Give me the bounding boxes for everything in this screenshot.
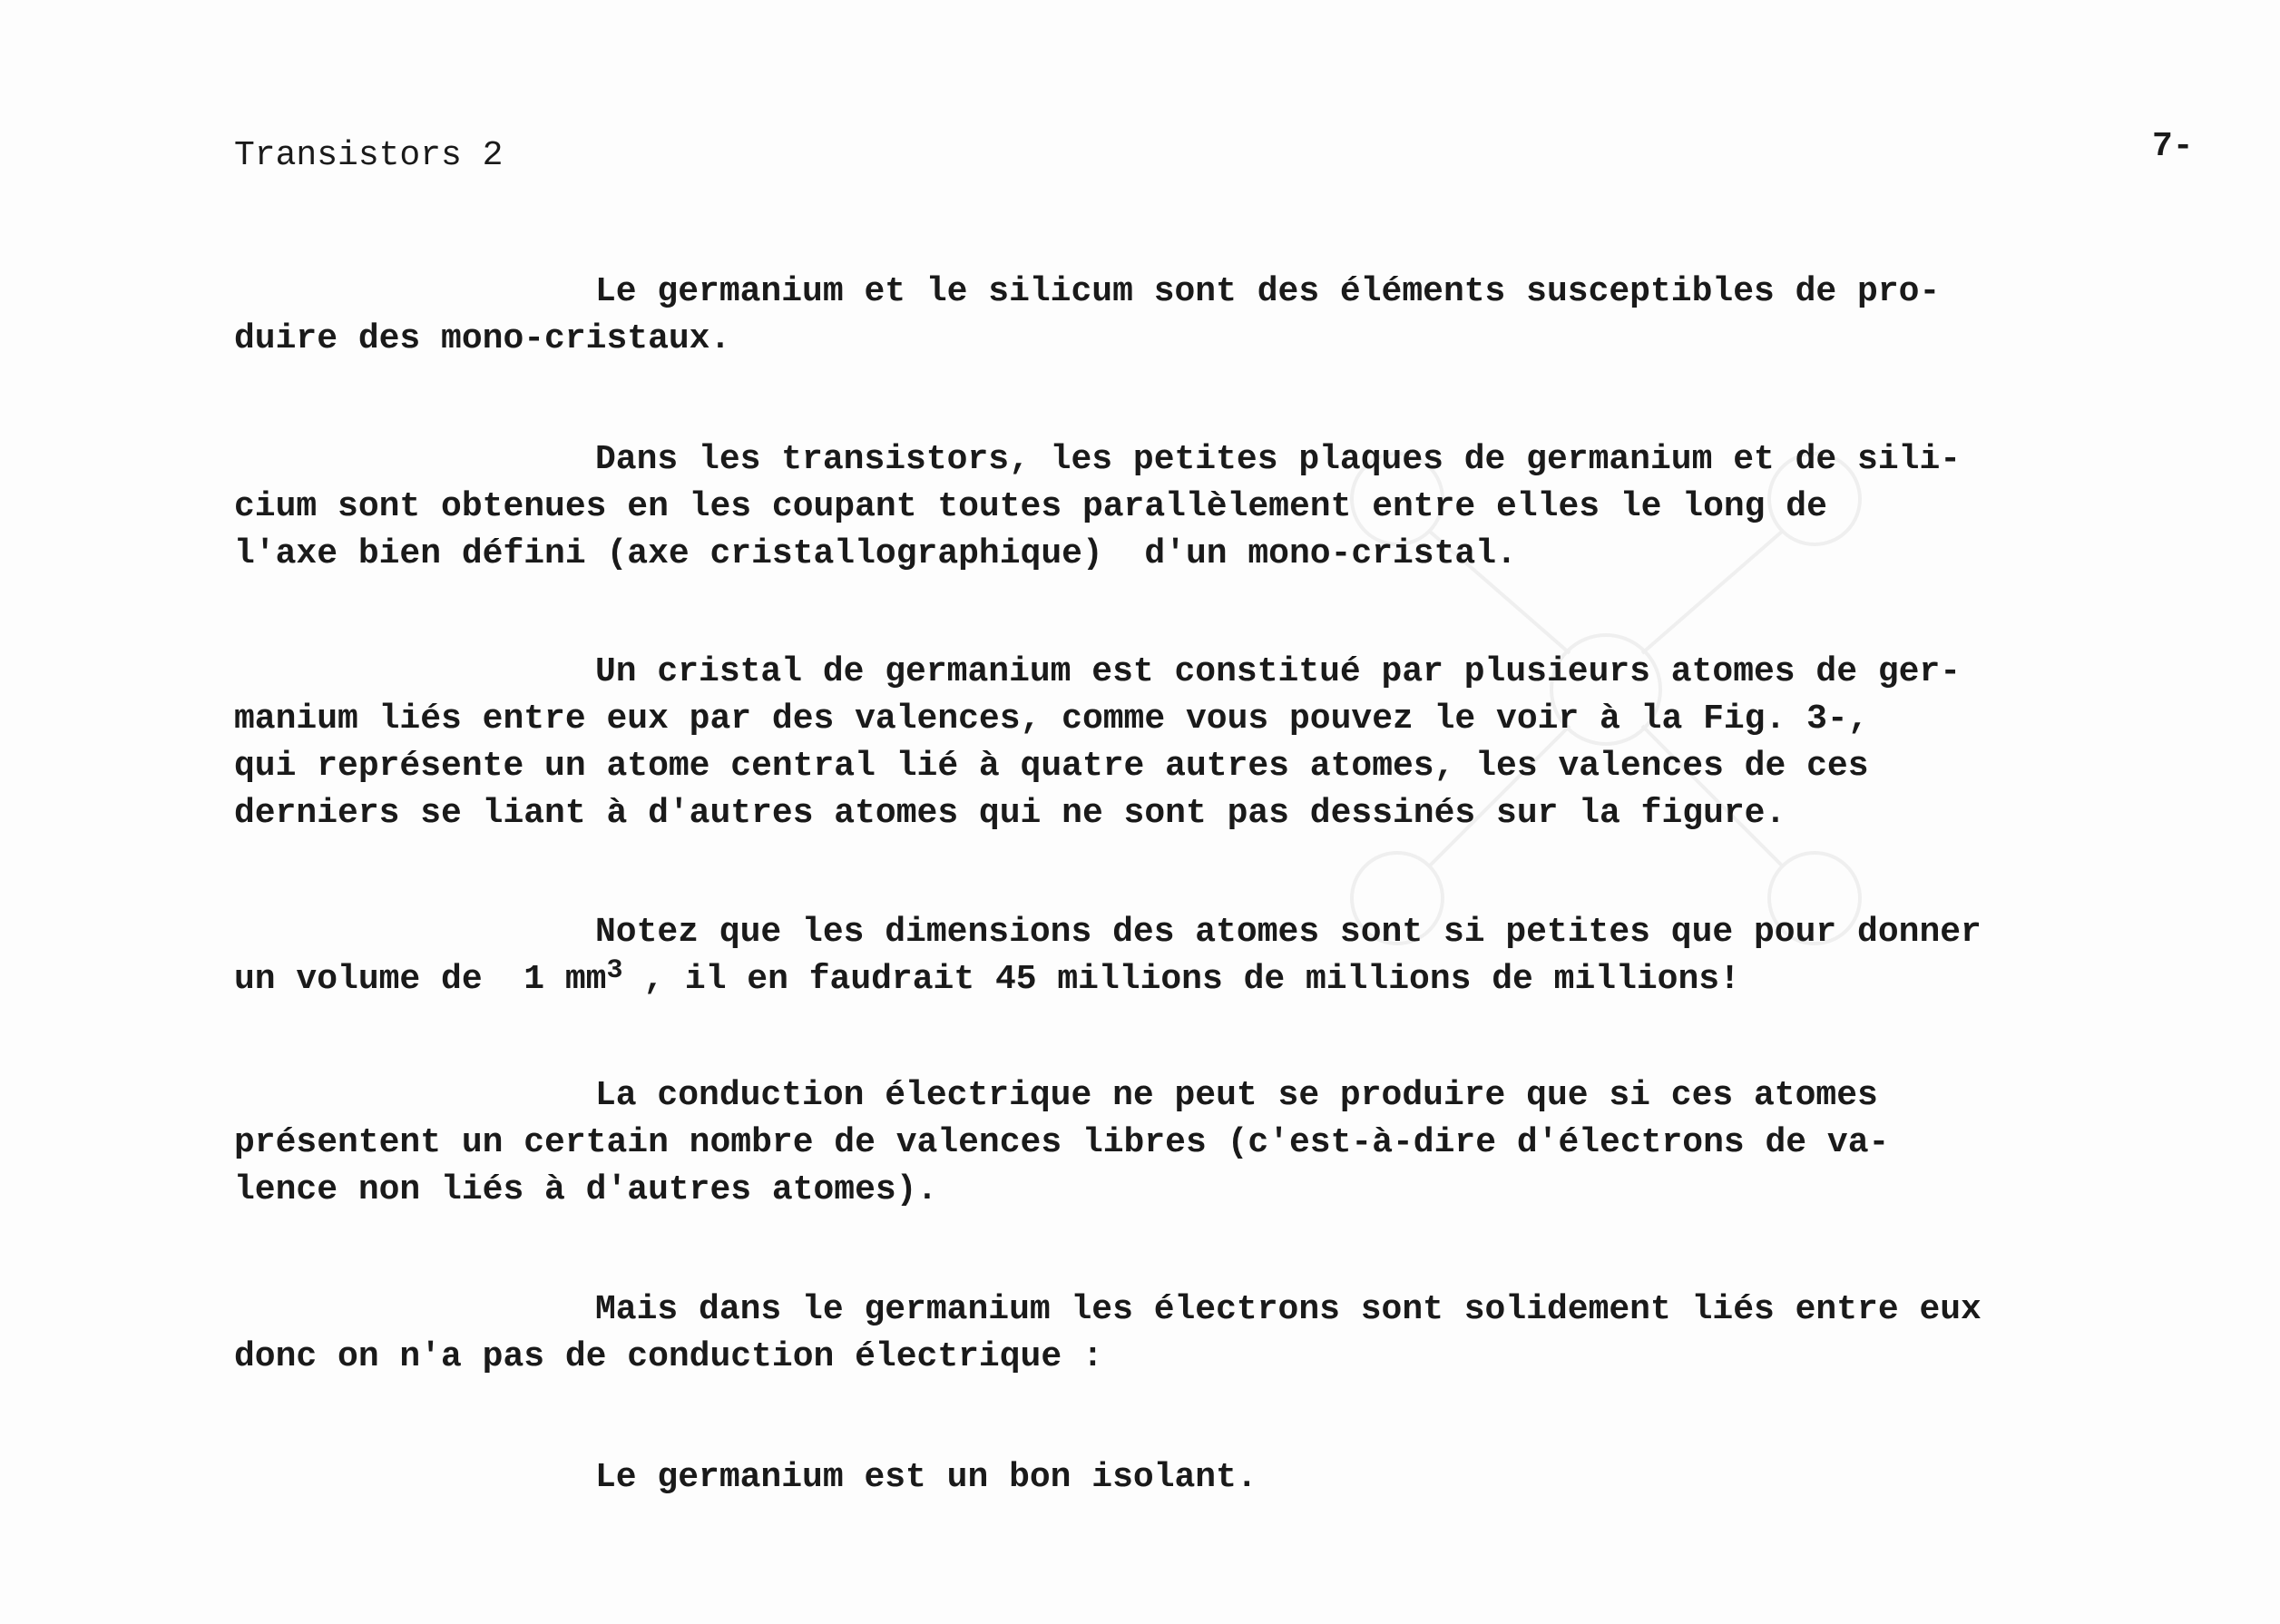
text-line: Le germanium et le silicum sont des éléments susceptibles de pro- — [595, 272, 1941, 311]
text-line: cium sont obtenues en les coupant toutes parallèlement entre elles le long de — [234, 487, 1827, 526]
text-line: Notez que les dimensions des atomes sont si petites que pour donner — [595, 913, 1982, 952]
text-line: Le germanium est un bon isolant. — [595, 1458, 1257, 1497]
text-line: manium liés entre eux par des valences, comme vous pouvez le voir à la Fig. 3-, — [234, 699, 1869, 739]
text-line: duire des mono-cristaux. — [234, 319, 731, 358]
text-line: derniers se liant à d'autres atomes qui ne sont pas dessinés sur la figure. — [234, 794, 1786, 833]
text-line: qui représente un atome central lié à quatre autres atomes, les valences de ces — [234, 747, 1869, 786]
paragraph-4 — [234, 909, 2266, 1003]
paragraph-3 — [234, 649, 2266, 837]
text-line: présentent un certain nombre de valences libres (c'est-à-dire d'électrons de va- — [234, 1123, 1890, 1162]
paragraph-6 — [234, 1286, 2266, 1381]
text-segment: un volume de 1 mm — [234, 960, 607, 999]
text-line: donc on n'a pas de conduction électrique : — [234, 1337, 1103, 1376]
paragraph-5 — [234, 1072, 2266, 1214]
paragraph-1 — [234, 269, 2266, 363]
paragraph-7 — [234, 1454, 2266, 1502]
page-number: 7- — [2152, 127, 2194, 166]
paragraph-2 — [234, 436, 2266, 578]
text-line: Dans les transistors, les petites plaques de germanium et de sili- — [595, 440, 1962, 479]
text-line: lence non liés à d'autres atomes). — [234, 1170, 938, 1209]
text-segment: , il en faudrait 45 millions de millions de millions! — [622, 960, 1740, 999]
document-header-title: Transistors 2 — [234, 136, 504, 175]
text-line: La conduction électrique ne peut se produire que si ces atomes — [595, 1076, 1878, 1115]
text-line: l'axe bien défini (axe cristallographique) d'un mono-cristal. — [234, 534, 1517, 573]
text-line — [234, 956, 2266, 1003]
text-line: Mais dans le germanium les électrons sont solidement liés entre eux — [595, 1290, 1982, 1329]
superscript-exponent: 3 — [606, 955, 623, 986]
text-line: Un cristal de germanium est constitué par plusieurs atomes de ger- — [595, 652, 1962, 691]
